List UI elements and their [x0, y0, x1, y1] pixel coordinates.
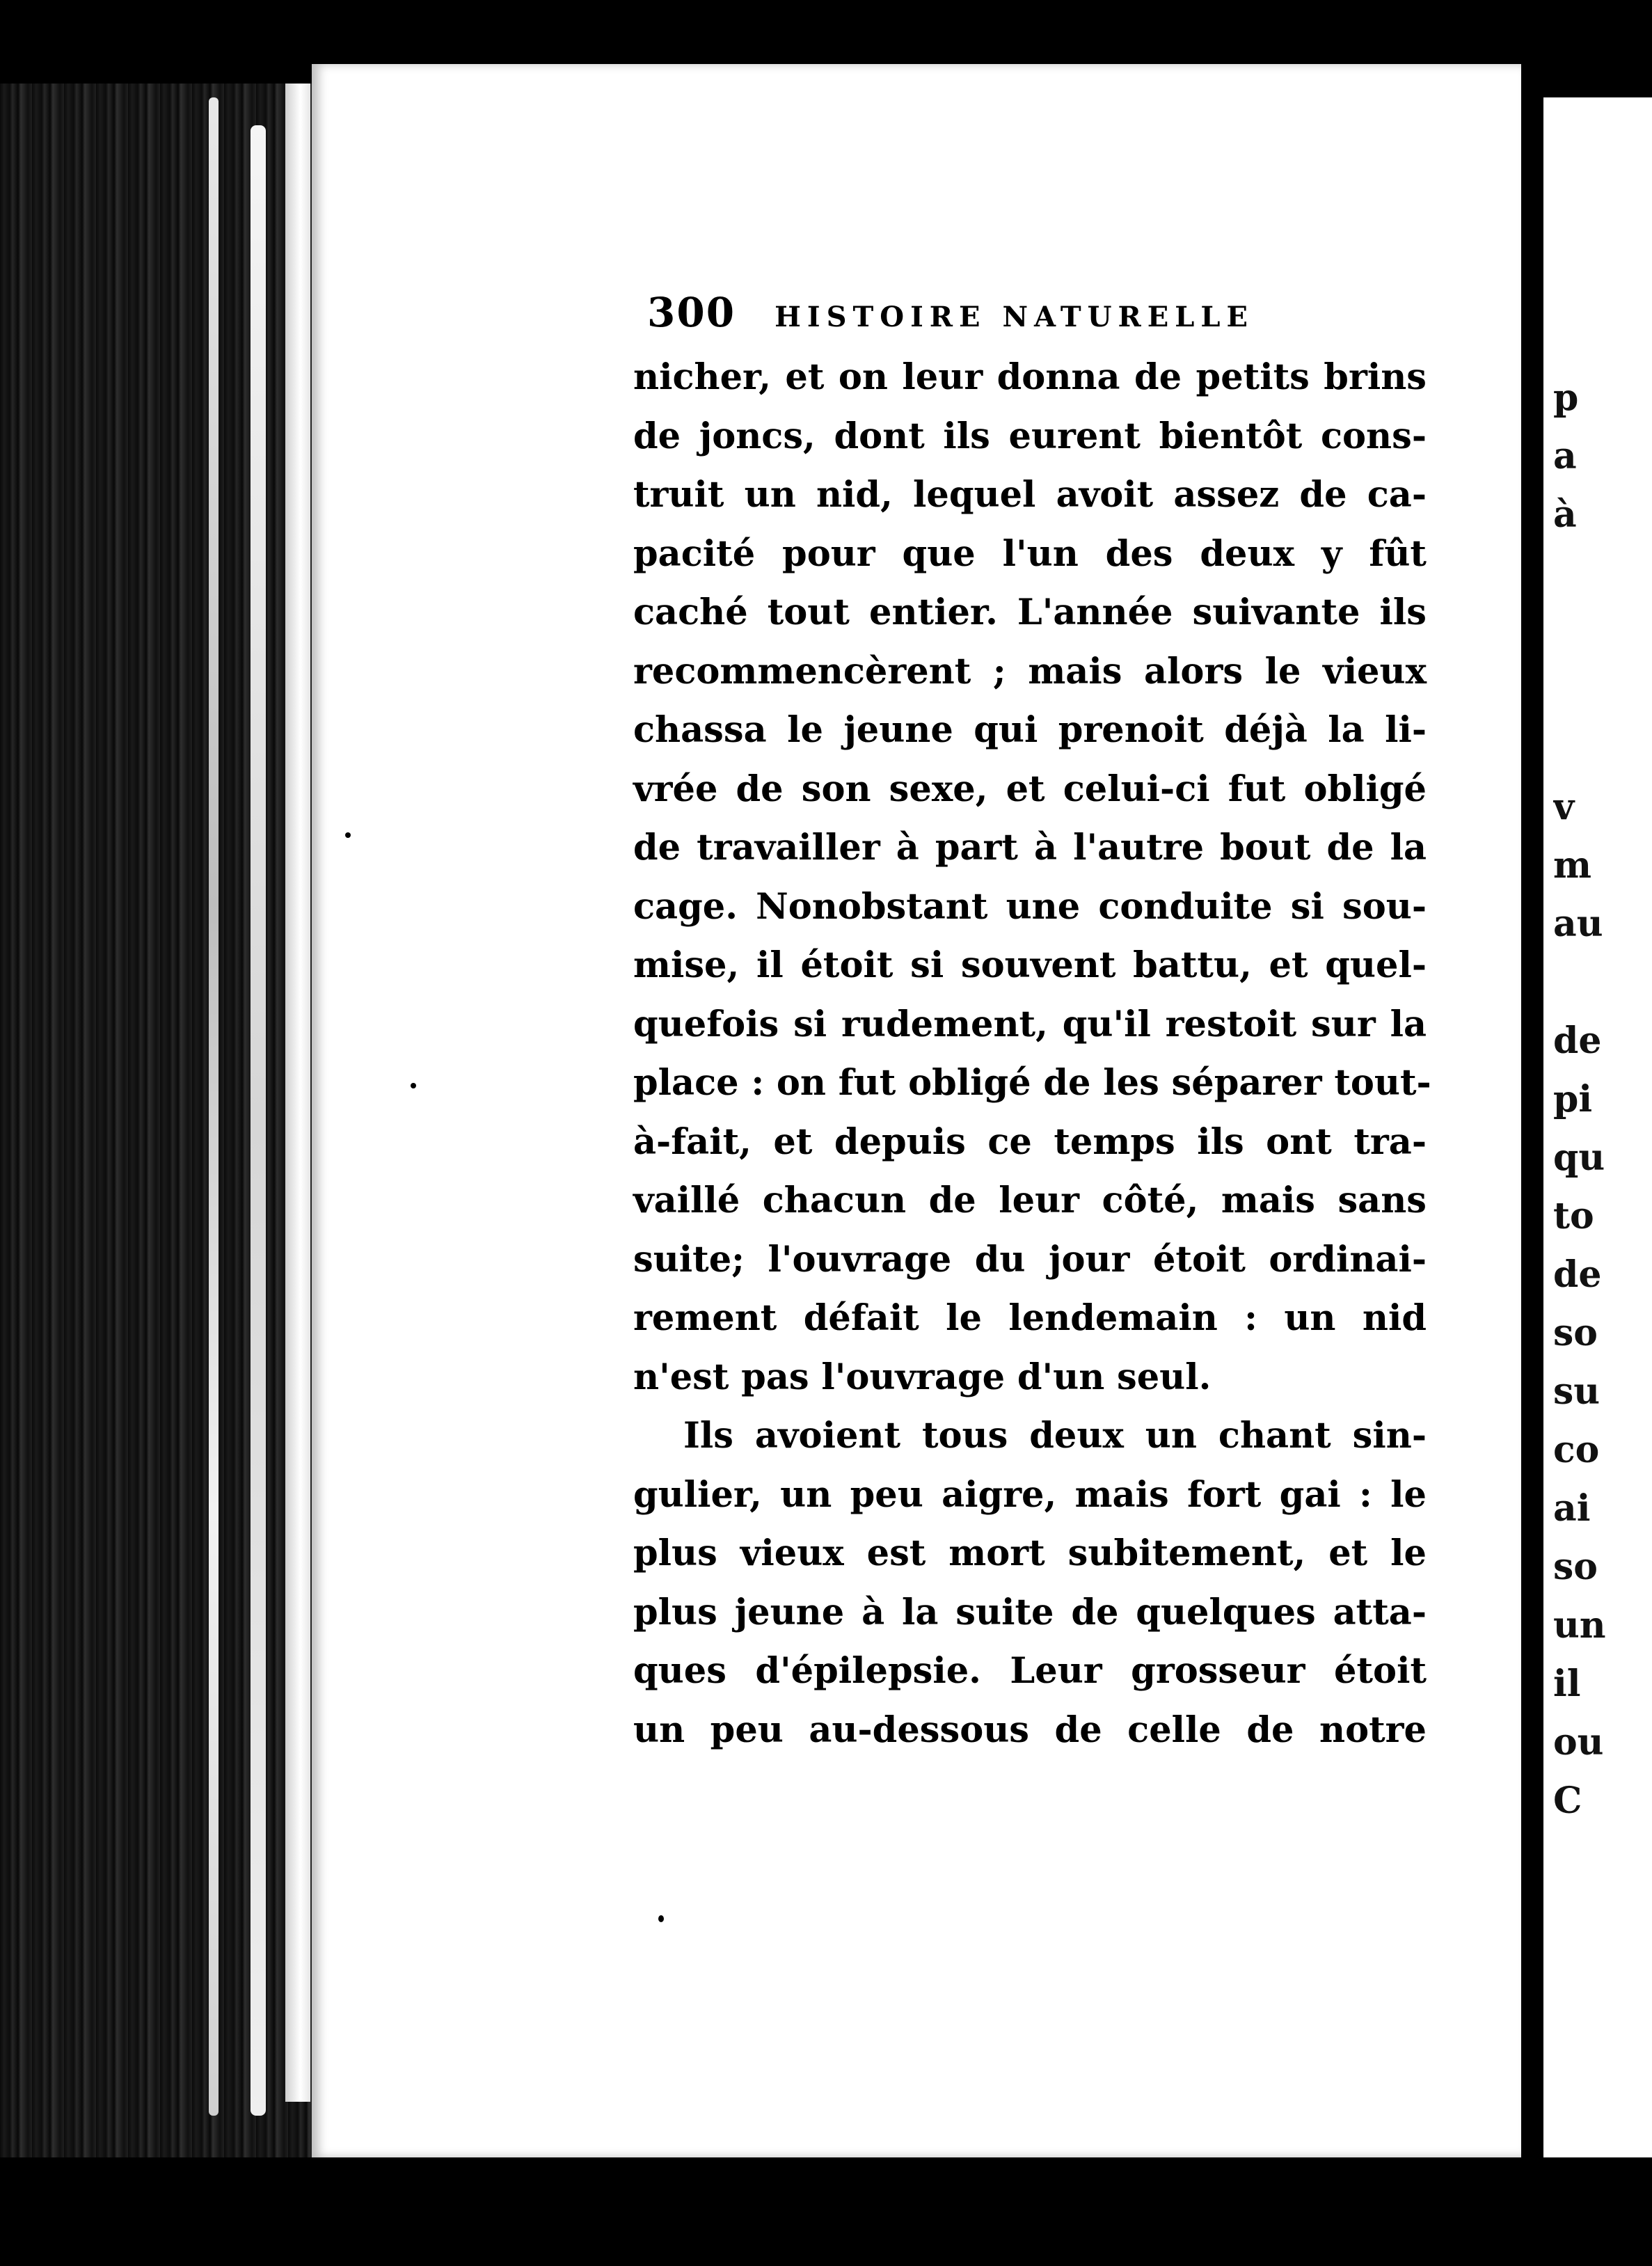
spine-edge-highlight — [209, 97, 219, 2116]
body-text — [633, 348, 1431, 1759]
text-line: n'est pas l'ouvrage d'un seul. — [633, 1356, 1212, 1398]
text-line: ques d'épilepsie. Leur grosseur étoit — [633, 1650, 1427, 1692]
scan-bottom-border — [0, 2157, 1652, 2266]
text-line: de travailler à part à l'autre bout de la — [633, 827, 1427, 869]
scan-speck — [411, 1083, 416, 1088]
text-line: rement défait le lendemain : un nid — [633, 1297, 1427, 1339]
text-line: caché tout entier. L'année suivante ils — [633, 592, 1427, 633]
text-line: suite; l'ouvrage du jour étoit ordinai- — [633, 1238, 1427, 1281]
page-number: 300 — [647, 289, 736, 336]
running-header — [647, 289, 1294, 338]
text-line: mise, il étoit si souvent battu, et quel- — [633, 944, 1427, 986]
text-line: à-fait, et depuis ce temps ils ont tra- — [633, 1120, 1427, 1163]
text-line: chassa le jeune qui prenoit déjà la li- — [633, 709, 1427, 751]
text-line: place : on fut obligé de les séparer tout- — [633, 1062, 1431, 1104]
text-line: nicher, et on leur donna de petits brins — [633, 356, 1427, 398]
text-line: truit un nid, lequel avoit assez de ca- — [633, 474, 1427, 516]
text-line: quefois si rudement, qu'il restoit sur la — [633, 1003, 1427, 1045]
text-line: un peu au-dessous de celle de notre — [633, 1709, 1427, 1751]
header-title: HISTOIRE NATURELLE — [775, 301, 1254, 333]
facing-page-text-fragments: p a à v m au de pi qu to de so su co ai so un il ou C — [1553, 377, 1606, 1822]
text-line: plus jeune à la suite de quelques atta- — [633, 1591, 1427, 1633]
text-line: de joncs, dont ils eurent bientôt cons- — [633, 415, 1427, 457]
spine-edge-highlight — [285, 84, 310, 2102]
text-line: Ils avoient tous deux un chant sin- — [683, 1415, 1427, 1457]
book-spine — [0, 84, 327, 2171]
text-line: cage. Nonobstant une conduite si sou- — [633, 885, 1427, 928]
text-line: vrée de son sexe, et celui-ci fut obligé — [633, 768, 1427, 810]
text-line: recommencèrent ; mais alors le vieux — [633, 650, 1427, 692]
scan-speck — [345, 832, 351, 838]
text-line: plus vieux est mort subitement, et le — [633, 1532, 1427, 1574]
spine-edge-highlight — [251, 125, 266, 2116]
text-line: pacité pour que l'un des deux y fût — [633, 532, 1427, 575]
text-line: gulier, un peu aigre, mais fort gai : le — [633, 1473, 1427, 1516]
scan-speck — [658, 1915, 664, 1922]
text-line: vaillé chacun de leur côté, mais sans — [633, 1180, 1427, 1221]
